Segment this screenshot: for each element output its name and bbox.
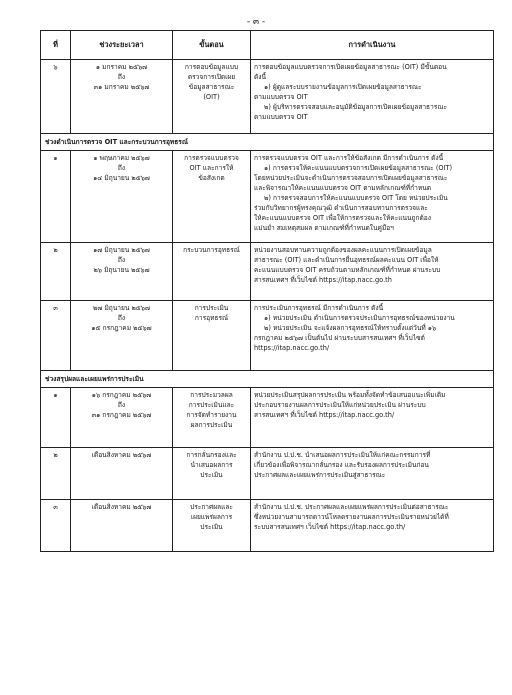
row-step-line: (OIT) <box>203 93 220 101</box>
row-period-line: เดือนสิงหาคม ๒๕๖๗ <box>91 503 152 511</box>
row-period-line: ๑๕ กรกฎาคม ๒๕๖๗ <box>91 324 152 332</box>
row-step <box>173 243 251 301</box>
row-action-line: ตามแบบตรวจ OIT <box>254 113 308 121</box>
row-step-line: ประเมิน <box>200 471 223 479</box>
table-row <box>41 243 494 301</box>
table-row <box>41 301 494 371</box>
row-action-line: สำนักงาน ป.ป.ช. นำเสนอผลการประเมินให้แก่คณะกรรมการที่ <box>254 451 431 459</box>
row-step-line: การอุทธรณ์ <box>194 314 229 322</box>
row-action-line: ระบบสารสนเทศฯ เว็บไซต์ https://itap.nacc.go.th/ <box>254 523 406 531</box>
row-number: ๓ <box>41 301 71 371</box>
row-period-line: ถึง <box>117 164 126 172</box>
row-period-line: ๑ พฤษภาคม ๒๕๖๗ <box>93 154 150 162</box>
row-step-line: เผยแพร่ผลการ <box>190 513 233 521</box>
section-row <box>41 134 494 151</box>
row-period-line: ๑ มกราคม ๒๕๖๗ <box>95 63 148 71</box>
row-period <box>71 151 173 243</box>
row-action <box>251 448 494 500</box>
row-action <box>251 388 494 448</box>
row-action-line: คะแนนแบบตรวจ OIT ครบถ้วนตามหลักเกณฑ์ที่กำหนด ผ่านระบบ <box>254 266 441 274</box>
row-number: ๓ <box>41 500 71 552</box>
row-period <box>71 60 173 134</box>
row-action-line: ตามแบบตรวจ OIT <box>254 93 308 101</box>
row-action-line: ๑) หน่วยประเมิน ดำเนินการตรวจประเมินการอุทธรณ์ของหน่วยงาน <box>264 314 455 322</box>
row-number: ๒ <box>41 243 71 301</box>
row-action-line: ประกอบรายงานผลการประเมินให้แก่หน่วยประเมิน ผ่านระบบ <box>254 401 426 409</box>
row-period <box>71 448 173 500</box>
row-action-line: สารสนเทศฯ ที่เว็บไซต์ https://itap.nacc.go.th/ <box>254 411 395 419</box>
row-action-line: https://itap.nacc.go.th/ <box>254 344 330 352</box>
table-header-row <box>41 31 494 60</box>
row-action-line: การตรวจแบบตรวจ OIT และการให้ข้อสังเกต มีการดำเนินการ ดังนี้ <box>254 154 444 162</box>
row-action-line: ให้คะแนนแบบตรวจ OIT เพื่อให้การตรวจและให้คะแนนถูกต้อง <box>254 214 431 222</box>
table-row <box>41 388 494 448</box>
row-action-line: ซึ่งหน่วยงานสามารถดาวน์โหลดรายงานผลการประเมินรายหน่วยได้ที่ <box>254 513 449 521</box>
row-step-line: การประมวลผล <box>190 391 233 399</box>
row-action-line: ๒) การตรวจสอบการให้คะแนนแบบตรวจ OIT โดย หน่วยประเมิน <box>264 194 448 202</box>
row-period <box>71 301 173 371</box>
row-period-line: ๑๔ มิถุนายน ๒๕๖๗ <box>93 174 150 182</box>
row-step <box>173 301 251 371</box>
row-period <box>71 388 173 448</box>
row-action-line: ร่วมกับวิทยากรผู้ทรงคุณวุฒิ ดำเนินการสอบทานการตรวจและ <box>254 204 428 212</box>
row-step <box>173 448 251 500</box>
row-step <box>173 60 251 134</box>
row-action-line: เกี่ยวข้องเพื่อพิจารณากลั่นกรอง และรับรองผลการประเมินก่อน <box>254 461 429 469</box>
row-action-line: การประเมินการอุทธรณ์ มีการดำเนินการ ดังนี้ <box>254 304 384 312</box>
row-step-line: OIT และการให้ <box>189 164 234 172</box>
row-action-line: ๑) การตรวจให้คะแนนแบบตรวจการเปิดเผยข้อมูลสาธารณะ (OIT) <box>264 164 453 172</box>
section-title: ช่วงดำเนินการตรวจ OIT และกระบวนการอุทธรณ์ <box>41 134 494 151</box>
row-action-line: หน่วยประเมินสรุปผลการประเมิน พร้อมทั้งจัดทำข้อเสนอแนะเพิ่มเติม <box>254 391 446 399</box>
row-step <box>173 388 251 448</box>
row-step-line: การตรวจแบบตรวจ <box>184 154 239 162</box>
row-step-line: การจัดทำรายงาน <box>186 411 237 419</box>
row-action <box>251 301 494 371</box>
page-number: - ๓ - <box>246 17 266 27</box>
row-action-line: กรกฎาคม ๒๕๖๗ เป็นต้นไป ผ่านระบบสารสนเทศฯ ที่เว็บไซต์ <box>254 334 425 342</box>
row-action-line: สาธารณะ (OIT) และดำเนินการยื่นอุทธรณ์ผลคะแนน OIT เพื่อให้ <box>254 256 439 264</box>
table-row <box>41 500 494 552</box>
row-action-line: ดังนี้ <box>254 73 267 81</box>
row-step-line: การประเมินและ <box>188 401 235 409</box>
row-period-line: ถึง <box>117 401 126 409</box>
schedule-table <box>40 30 494 552</box>
row-action-line: และพิจารณาให้คะแนนแบบตรวจ OIT ตามหลักเกณฑ์ที่กำหนด <box>254 184 431 192</box>
row-period-line: ถึง <box>117 314 126 322</box>
header-action: การดำเนินงาน <box>251 31 494 60</box>
row-step-line: การตอบข้อมูลแบบ <box>184 63 239 71</box>
row-step-line: ข้อสังเกต <box>198 174 225 182</box>
table-body <box>41 60 494 552</box>
row-period-line: ถึง <box>117 256 126 264</box>
row-action-line: ๒) ผู้บริหารตรวจสอบและอนุมัติข้อมูลการเปิดเผยข้อมูลสาธารณะ <box>264 103 447 111</box>
row-number: ๒ <box>41 448 71 500</box>
row-step-line: การประเมิน <box>194 304 229 312</box>
section-title: ช่วงสรุปผลและเผยแพร่การประเมิน <box>41 371 494 388</box>
row-step <box>173 500 251 552</box>
row-step-line: ตรวจการเปิดเผย <box>187 73 236 81</box>
row-action-line: แม่นยำ สมเหตุสมผล ตามเกณฑ์ที่กำหนดในคู่มือฯ <box>254 224 394 232</box>
row-step-line: ผลการประเมิน <box>190 421 233 429</box>
row-action-line: การตอบข้อมูลแบบตรวจการเปิดเผยข้อมูลสาธารณะ (OIT) มีขั้นตอน <box>254 63 447 71</box>
row-action-line: ๒) หน่วยประเมิน จะแจ้งผลการอุทธรณ์ให้ทราบตั้งแต่วันที่ ๑๖ <box>264 324 437 332</box>
row-period <box>71 500 173 552</box>
row-step-line: การกลั่นกรองและ <box>186 451 237 459</box>
row-step-line: นำเสนอผลการ <box>190 461 233 469</box>
header-period: ช่วงระยะเวลา <box>71 31 173 60</box>
row-period-line: ๓๑ มกราคม ๒๕๖๗ <box>93 83 150 91</box>
row-action <box>251 500 494 552</box>
row-action-line: ประกาศผลและเผยแพร่การประเมินสู่สาธารณะ <box>254 471 386 479</box>
row-step <box>173 151 251 243</box>
row-period-line: ๓๑ กรกฎาคม ๒๕๖๗ <box>91 411 152 419</box>
row-action <box>251 151 494 243</box>
row-period-line: ๒๗ มิถุนายน ๒๕๖๗ <box>93 304 150 312</box>
row-number: ๖ <box>41 60 71 134</box>
row-action-line: โดยหน่วยประเมินจะดำเนินการตรวจสอบการเปิดเผยข้อมูลสาธารณะ <box>254 174 448 182</box>
table-row <box>41 151 494 243</box>
row-action-line: สำนักงาน ป.ป.ช. ประกาศผลและเผยแพร่ผลการประเมินต่อสาธารณะ <box>254 503 449 511</box>
table-row <box>41 60 494 134</box>
row-step-line: ประกาศผลและ <box>190 503 233 511</box>
row-period-line: ถึง <box>117 73 126 81</box>
header-no: ที่ <box>41 31 71 60</box>
row-period-line: เดือนสิงหาคม ๒๕๖๗ <box>91 451 152 459</box>
row-step-line: ข้อมูลสาธารณะ <box>188 83 235 91</box>
header-step: ขั้นตอน <box>173 31 251 60</box>
row-period-line: ๒๖ มิถุนายน ๒๕๖๗ <box>93 266 150 274</box>
row-step-line: ประเมิน <box>200 523 223 531</box>
section-row <box>41 371 494 388</box>
row-period-line: ๑๗ มิถุนายน ๒๕๖๗ <box>93 246 150 254</box>
row-period <box>71 243 173 301</box>
row-action <box>251 243 494 301</box>
row-action-line: หน่วยงานสอบทานความถูกต้องของผลคะแนนการเปิดเผยข้อมูล <box>254 246 432 254</box>
row-action <box>251 60 494 134</box>
table-row <box>41 448 494 500</box>
row-action-line: ๑) ผู้ดูแลระบบรายงานข้อมูลการเปิดเผยข้อมูลสาธารณะ <box>264 83 422 91</box>
row-step-line: กระบวนการอุทธรณ์ <box>183 246 240 254</box>
row-action-line: สารสนเทศฯ ที่เว็บไซต์ https://itap.nacc.go.th <box>254 276 392 284</box>
row-period-line: ๑๖ กรกฎาคม ๒๕๖๗ <box>91 391 152 399</box>
row-number: ๑ <box>41 388 71 448</box>
row-number: ๑ <box>41 151 71 243</box>
